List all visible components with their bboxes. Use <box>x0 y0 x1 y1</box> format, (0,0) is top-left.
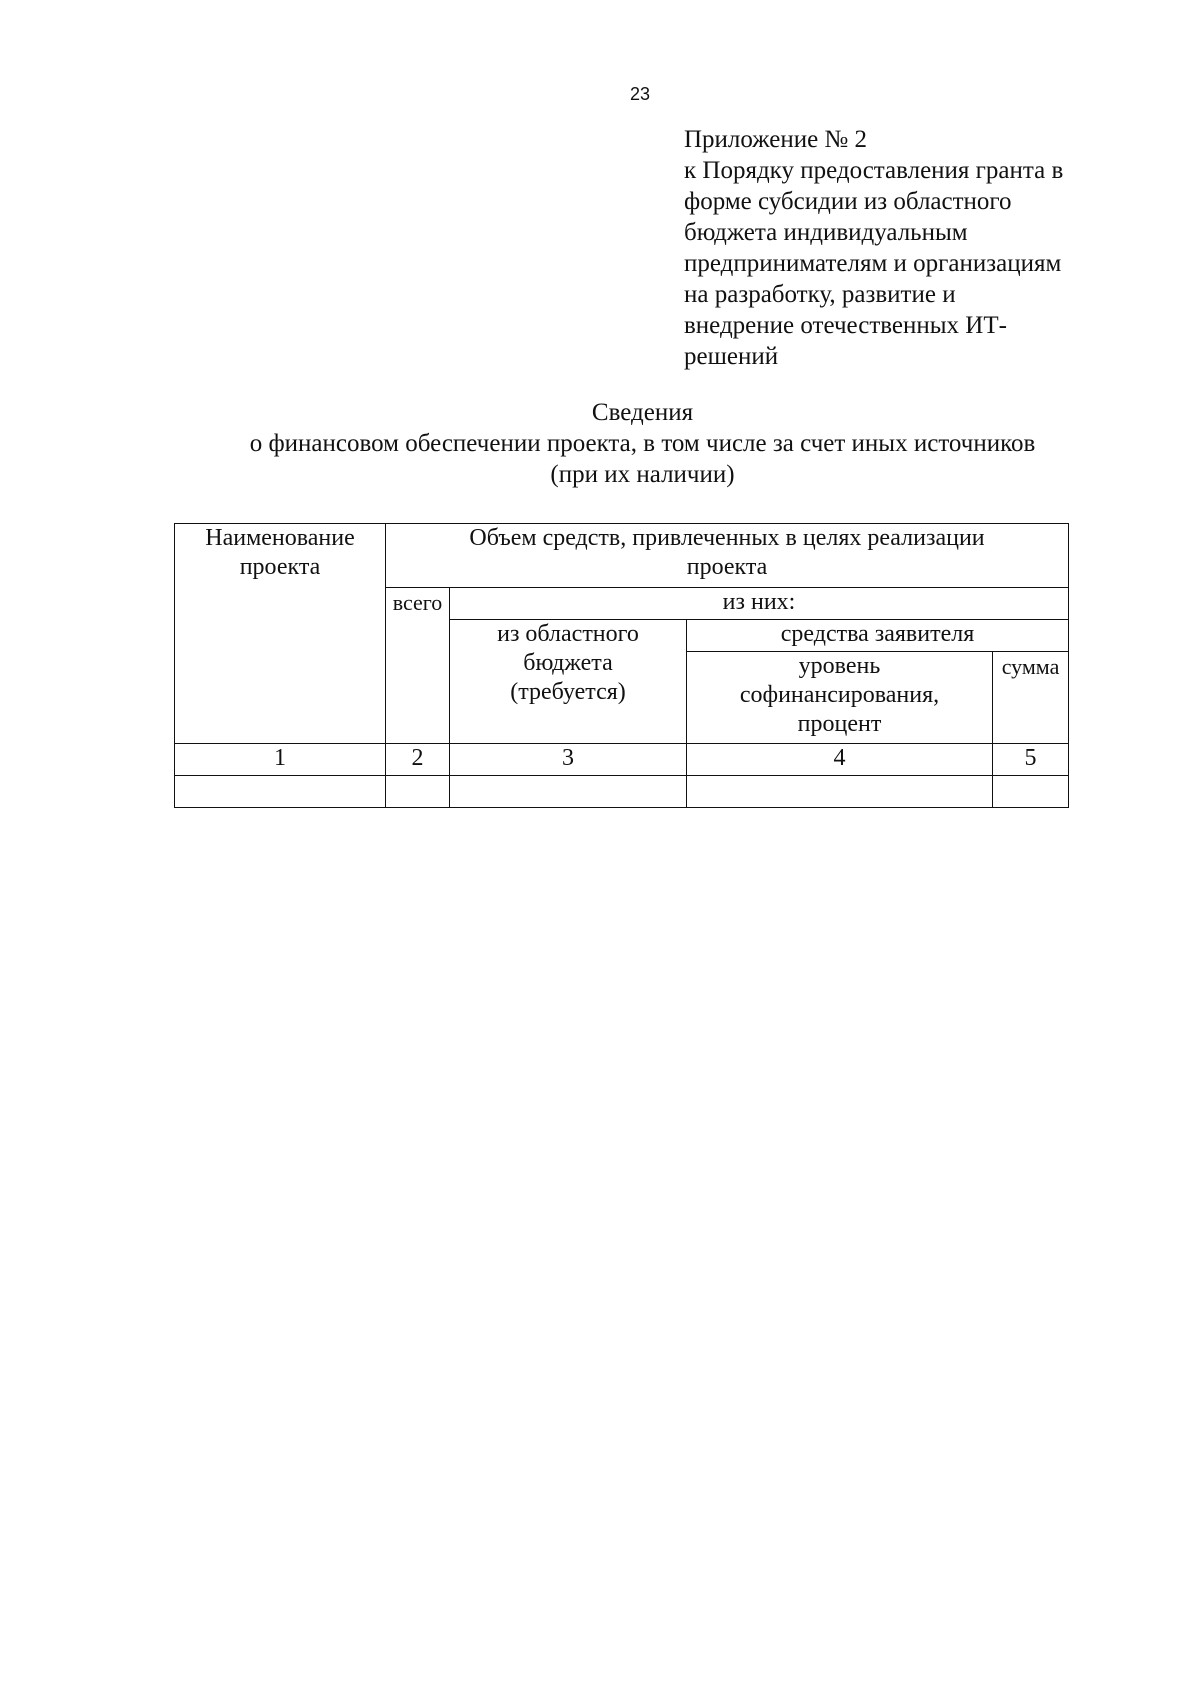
header-regional-budget-line: из областного <box>497 621 639 647</box>
title-note: (при их наличии) <box>550 461 735 488</box>
header-cofinancing-line: процент <box>797 711 882 737</box>
table-row <box>175 776 1069 808</box>
table-cell <box>175 776 386 808</box>
header-cofinancing-level <box>687 652 993 744</box>
header-project-name <box>175 524 386 744</box>
appendix-line: предпринимателям и организациям <box>684 250 1062 277</box>
table-cell <box>450 776 687 808</box>
header-project-name-line: проекта <box>239 554 321 580</box>
appendix-block <box>684 124 1124 372</box>
table-cell <box>386 776 450 808</box>
page-number: 23 <box>629 84 651 104</box>
column-number: 5 <box>993 744 1069 776</box>
appendix-line: на разработку, развитие и <box>684 281 956 308</box>
header-cofinancing-line: софинансирования, <box>739 682 940 708</box>
title-heading: Сведения <box>591 399 694 426</box>
header-volume-line: проекта <box>686 554 768 580</box>
header-total: всего <box>386 588 450 744</box>
column-number: 1 <box>175 744 386 776</box>
appendix-line: к Порядку предоставления гранта в <box>684 157 1064 184</box>
appendix-line: внедрение отечественных ИТ- <box>684 312 1007 339</box>
header-volume-line: Объем средств, привлеченных в целях реализации <box>469 525 985 551</box>
header-volume <box>386 524 1069 588</box>
column-number: 4 <box>687 744 993 776</box>
column-number: 3 <box>450 744 687 776</box>
appendix-heading: Приложение № 2 <box>684 126 868 153</box>
column-numbers-row <box>175 744 1069 776</box>
financing-table <box>174 523 1069 808</box>
document-title <box>160 397 1125 490</box>
column-number: 2 <box>386 744 450 776</box>
header-of-them: из них: <box>450 588 1069 620</box>
header-regional-budget-line: (требуется) <box>510 679 626 705</box>
header-regional-budget <box>450 620 687 744</box>
header-sum: сумма <box>993 652 1069 744</box>
appendix-line: бюджета индивидуальным <box>684 219 968 246</box>
title-subheading: о финансовом обеспечении проекта, в том числе за счет иных источников <box>249 430 1036 457</box>
header-regional-budget-line: бюджета <box>523 650 613 676</box>
appendix-line: форме субсидии из областного <box>684 188 1012 215</box>
header-cofinancing-line: уровень <box>798 653 881 679</box>
table-cell <box>993 776 1069 808</box>
appendix-line: решений <box>684 343 779 370</box>
table-cell <box>687 776 993 808</box>
header-applicant-funds: средства заявителя <box>687 620 1069 652</box>
header-project-name-line: Наименование <box>205 525 355 551</box>
